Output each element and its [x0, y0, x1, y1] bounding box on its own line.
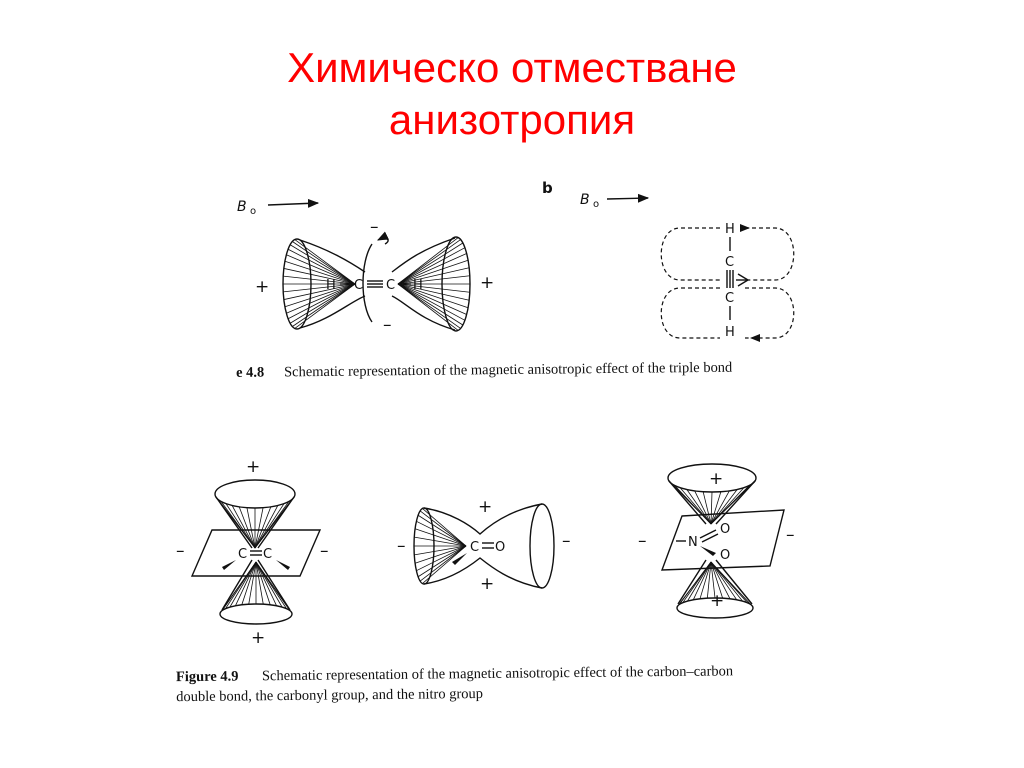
- hatch-line: [255, 505, 278, 548]
- hatch-line: [415, 529, 466, 546]
- hatch-line: [215, 496, 255, 548]
- hatch-line: [398, 284, 465, 320]
- nitro-minus-left: –: [638, 531, 647, 551]
- sign-minus-bottom: –: [383, 315, 392, 335]
- nitro-minus-right: –: [786, 525, 795, 545]
- figure-4-9-carbonyl: [397, 497, 571, 594]
- caption-4-9-line2: double bond, the carbonyl group, and the nitro group: [176, 685, 484, 706]
- atom-h-top: H: [725, 222, 735, 237]
- hatch-line: [420, 511, 466, 546]
- hatch-line: [414, 546, 466, 555]
- hatch-line: [414, 537, 466, 546]
- atom-c-left: C: [354, 278, 364, 293]
- atom-h-left: H: [326, 278, 336, 293]
- hatch-line: [398, 248, 465, 284]
- hatch-line: [711, 492, 712, 524]
- atom-c-bottom: C: [725, 291, 735, 306]
- sign-plus-left: +: [255, 277, 270, 297]
- atom-c-top: C: [725, 255, 735, 270]
- caption-4-8: [236, 360, 733, 381]
- hatch-line: [292, 284, 355, 327]
- caption-4-9-label: Figure 4.9: [175, 668, 239, 686]
- hatch-line: [711, 488, 744, 524]
- figure-4-9-alkene: [176, 457, 329, 648]
- carbonyl-atom-c: C: [470, 540, 480, 555]
- alkene-minus-left: –: [176, 541, 185, 561]
- hatch-line: [235, 562, 256, 606]
- figure-4-9-nitro: [638, 464, 795, 618]
- nitro-plus-bottom: +: [710, 591, 725, 611]
- loop-bottom-left: [661, 288, 720, 338]
- sign-minus-top: –: [370, 217, 379, 237]
- nitro-plus-top: +: [709, 469, 724, 489]
- alkene-minus-right: –: [320, 541, 329, 561]
- hatch-line: [286, 284, 355, 313]
- figure-4-8-panel-a: [237, 199, 494, 335]
- hatch-line: [232, 505, 255, 548]
- field-sub-b: o: [593, 199, 600, 210]
- field-arrow-a: [268, 203, 318, 205]
- hatch-line: [398, 240, 461, 284]
- atom-h-right: H: [413, 278, 423, 293]
- hatch-line: [398, 284, 467, 315]
- alkene-plus-top: +: [246, 457, 261, 477]
- hatch-line: [398, 260, 468, 284]
- field-label-a: B: [237, 199, 247, 215]
- hatch-line: [285, 261, 355, 284]
- alkene-atom-c2: C: [263, 547, 273, 562]
- hatch-line: [288, 284, 355, 319]
- caption-4-8-text: Schematic representation of the magnetic anisotropic effect of the triple bond: [283, 359, 733, 381]
- title-line-2: анизотропия: [388, 96, 636, 143]
- title-line-1: Химическо отместване: [287, 44, 737, 91]
- caption-4-9-line1: Schematic representation of the magnetic anisotropic effect of the carbon–carbon: [261, 663, 734, 685]
- hatch-line: [225, 562, 256, 609]
- caption-4-9: [176, 663, 734, 705]
- alkene-atom-c1: C: [238, 547, 248, 562]
- loop-bottom-right: [745, 288, 794, 338]
- carbonyl-minus-left: –: [397, 536, 406, 556]
- hatch-line: [711, 489, 737, 524]
- hatch-line: [420, 546, 466, 581]
- sign-plus-right: +: [480, 273, 495, 293]
- nitro-atom-o2: O: [720, 548, 731, 563]
- caption-4-8-label: e 4.8: [235, 364, 265, 381]
- field-sub-a: o: [250, 206, 257, 217]
- field-arrow-b: [607, 198, 648, 199]
- hatch-line: [693, 562, 711, 600]
- figure-4-8-panel-b: [542, 179, 794, 342]
- hatch-line: [398, 253, 467, 284]
- carbonyl-atom-o: O: [495, 540, 506, 555]
- loop-top-left: [661, 228, 720, 280]
- alkene-plus-bottom: +: [251, 628, 266, 648]
- hatch-line: [288, 249, 355, 284]
- hatch-line: [668, 480, 711, 524]
- atom-c-right: C: [386, 278, 396, 293]
- carbonyl-plus-bottom: +: [480, 574, 495, 594]
- hatch-line: [285, 284, 355, 307]
- carbonyl-plus-top: +: [478, 497, 493, 517]
- hatch-line: [398, 284, 468, 308]
- field-label-b: B: [580, 192, 590, 208]
- nitro-atom-o1: O: [720, 522, 731, 537]
- loop-top-right: [745, 228, 794, 280]
- atom-h-bottom: H: [725, 325, 735, 340]
- carbonyl-minus-right: –: [562, 531, 571, 551]
- nitro-atom-n: N: [688, 535, 698, 550]
- panel-b-label: b: [542, 179, 553, 197]
- hatch-line: [292, 241, 355, 284]
